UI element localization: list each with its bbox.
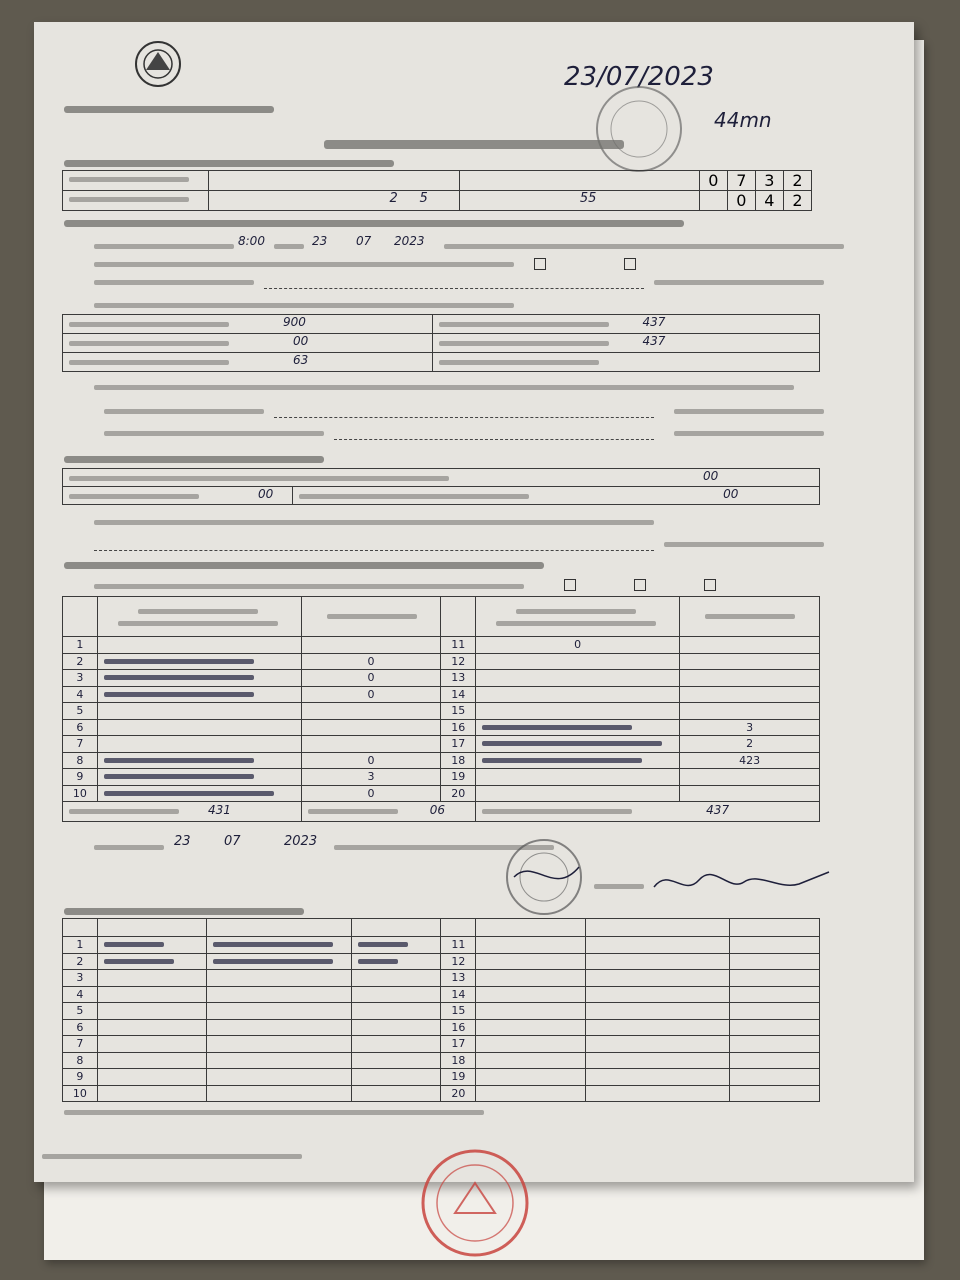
- form-title: [324, 140, 624, 149]
- commission-seal: [504, 837, 584, 917]
- red-official-stamp: [420, 1148, 530, 1258]
- agents-table: 1 11 2 12 3 13 4 14 5 15 6 16 7 17 8 18 9 19 10 20: [62, 918, 820, 1102]
- handwritten-date: 23/07/2023: [564, 62, 714, 92]
- document-page: [34, 22, 914, 1182]
- sign-year: 2023: [284, 834, 318, 849]
- secretary-signature: [649, 862, 839, 902]
- section3-heading: [64, 456, 324, 463]
- commission-name: [64, 106, 274, 113]
- section4-heading: [64, 562, 544, 569]
- section1-heading: [64, 160, 394, 167]
- section1-table: 0 7 3 2 2 5 55 0 4 2: [62, 170, 812, 211]
- section2-heading: [64, 220, 684, 227]
- count-time: 8:00: [238, 234, 265, 248]
- count-month: 07: [356, 234, 372, 248]
- complaints-table: 00 00 00: [62, 468, 820, 505]
- counts-table: 900 437 00 437 63: [62, 314, 820, 372]
- handwritten-time: 44mn: [714, 108, 772, 132]
- count-day: 23: [312, 234, 328, 248]
- count-year: 2023: [394, 234, 425, 248]
- sign-month: 07: [224, 834, 241, 849]
- footnote: [64, 1110, 484, 1115]
- emblem-logo: [134, 40, 182, 88]
- form-code-footer: [42, 1154, 302, 1159]
- results-table: 1 11 0 2 0 12 3 0 13 4 0 14 5 15 6 16 3 7 17 2 8 0 18 423 9 3 19 10 0 20 431 06 437: [62, 596, 820, 822]
- section5-heading: [64, 908, 304, 915]
- date-stamp: [594, 84, 684, 174]
- sign-day: 23: [174, 834, 191, 849]
